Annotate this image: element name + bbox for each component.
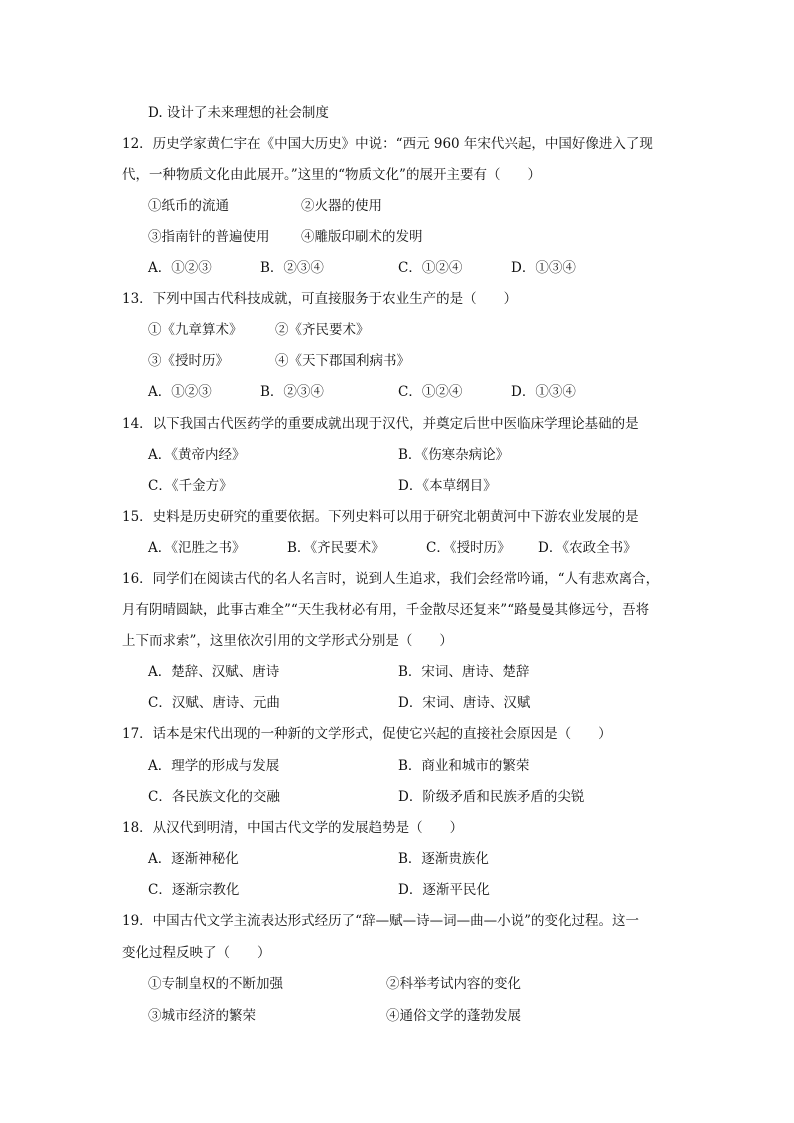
- q13-option-b: B．②③④: [260, 384, 324, 400]
- q15-stem: 15．史料是历史研究的重要依据。下列史料可以用于研究北朝黄河中下游农业发展的是: [122, 509, 639, 525]
- q18-option-c: C．逐渐宗教化: [148, 882, 240, 898]
- q15-option-a: A．《氾胜之书》: [148, 540, 246, 556]
- q13-option-d: D．①③④: [511, 384, 576, 400]
- q16-option-d: D．宋词、唐诗、汉赋: [398, 695, 531, 711]
- q19-item-3: ③城市经济的繁荣: [148, 1008, 256, 1024]
- q18-option-d: D．逐渐平民化: [398, 882, 490, 898]
- q19-item-2: ②科举考试内容的变化: [386, 976, 521, 992]
- q12-option-b: B．②③④: [260, 260, 324, 276]
- q17-option-c: C．各民族文化的交融: [148, 789, 280, 805]
- q19-item-1: ①专制皇权的不断加强: [148, 976, 283, 992]
- q17-option-b: B．商业和城市的繁荣: [398, 758, 530, 774]
- q13-option-c: C．①②④: [398, 384, 463, 400]
- q13-item-1: ①《九章算术》: [148, 322, 243, 338]
- q14-stem: 14．以下我国古代医药学的重要成就出现于汉代，并奠定后世中医临床学理论基础的是: [122, 416, 639, 432]
- q12-item-3: ③指南针的普遍使用: [148, 229, 270, 245]
- q18-option-a: A．逐渐神秘化: [148, 851, 239, 867]
- q12-option-d: D．①③④: [511, 260, 576, 276]
- q13-option-a: A．①②③: [148, 384, 212, 400]
- q15-option-c: C．《授时历》: [426, 540, 511, 556]
- q12-item-4: ④雕版印刷术的发明: [301, 229, 423, 245]
- q19-stem-line2: 变化过程反映了（ ）: [122, 945, 271, 961]
- q11-option-d: D. 设计了未来理想的社会制度: [148, 105, 329, 121]
- q13-item-2: ②《齐民要术》: [275, 322, 370, 338]
- q13-item-4: ④《天下郡国利病书》: [275, 353, 410, 369]
- q16-stem-line2: 月有阴晴圆缺，此事古难全”“天生我材必有用，千金散尽还复来”“路曼曼其修远兮，吾将: [122, 602, 650, 618]
- q18-option-b: B．逐渐贵族化: [398, 851, 489, 867]
- q14-option-b: B．《伤寒杂病论》: [398, 447, 510, 463]
- q15-option-d: D．《农政全书》: [538, 540, 637, 556]
- q14-option-d: D．《本草纲目》: [398, 478, 497, 494]
- q13-item-3: ③《授时历》: [148, 353, 229, 369]
- q15-option-b: B．《齐民要术》: [287, 540, 385, 556]
- q18-stem: 18．从汉代到明清，中国古代文学的发展趋势是（ ）: [122, 820, 464, 836]
- q12-option-c: C．①②④: [398, 260, 463, 276]
- q16-stem-line1: 16．同学们在阅读古代的名人名言时，说到人生追求，我们会经常吟诵，“人有悲欢离合，: [122, 571, 660, 587]
- q12-item-1: ①纸币的流通: [148, 198, 229, 214]
- q16-stem-line3: 上下而求索”，这里依次引用的文学形式分别是（ ）: [122, 633, 453, 649]
- q12-stem-line2: 代，一种物质文化由此展开。”这里的“物质文化”的展开主要有（ ）: [122, 167, 541, 183]
- q12-item-2: ②火器的使用: [301, 198, 382, 214]
- q16-option-c: C．汉赋、唐诗、元曲: [148, 695, 280, 711]
- q14-option-a: A．《黄帝内经》: [148, 447, 246, 463]
- q16-option-b: B．宋词、唐诗、楚辞: [398, 664, 530, 680]
- q14-option-c: C．《千金方》: [148, 478, 233, 494]
- q19-stem-line1: 19．中国古代文学主流表达形式经历了“辞—赋—诗—词—曲—小说”的变化过程。这一: [122, 913, 639, 929]
- q17-stem: 17．话本是宋代出现的一种新的文学形式，促使它兴起的直接社会原因是（ ）: [122, 726, 612, 742]
- q19-item-4: ④通俗文学的蓬勃发展: [386, 1008, 521, 1024]
- q12-stem-line1: 12．历史学家黄仁宇在《中国大历史》中说：“西元 960 年宋代兴起，中国好像进入了现: [122, 136, 653, 152]
- q17-option-d: D．阶级矛盾和民族矛盾的尖锐: [398, 789, 585, 805]
- q12-option-a: A．①②③: [148, 260, 212, 276]
- q17-option-a: A．理学的形成与发展: [148, 758, 280, 774]
- q16-option-a: A．楚辞、汉赋、唐诗: [148, 664, 280, 680]
- q13-stem: 13．下列中国古代科技成就，可直接服务于农业生产的是（ ）: [122, 291, 518, 307]
